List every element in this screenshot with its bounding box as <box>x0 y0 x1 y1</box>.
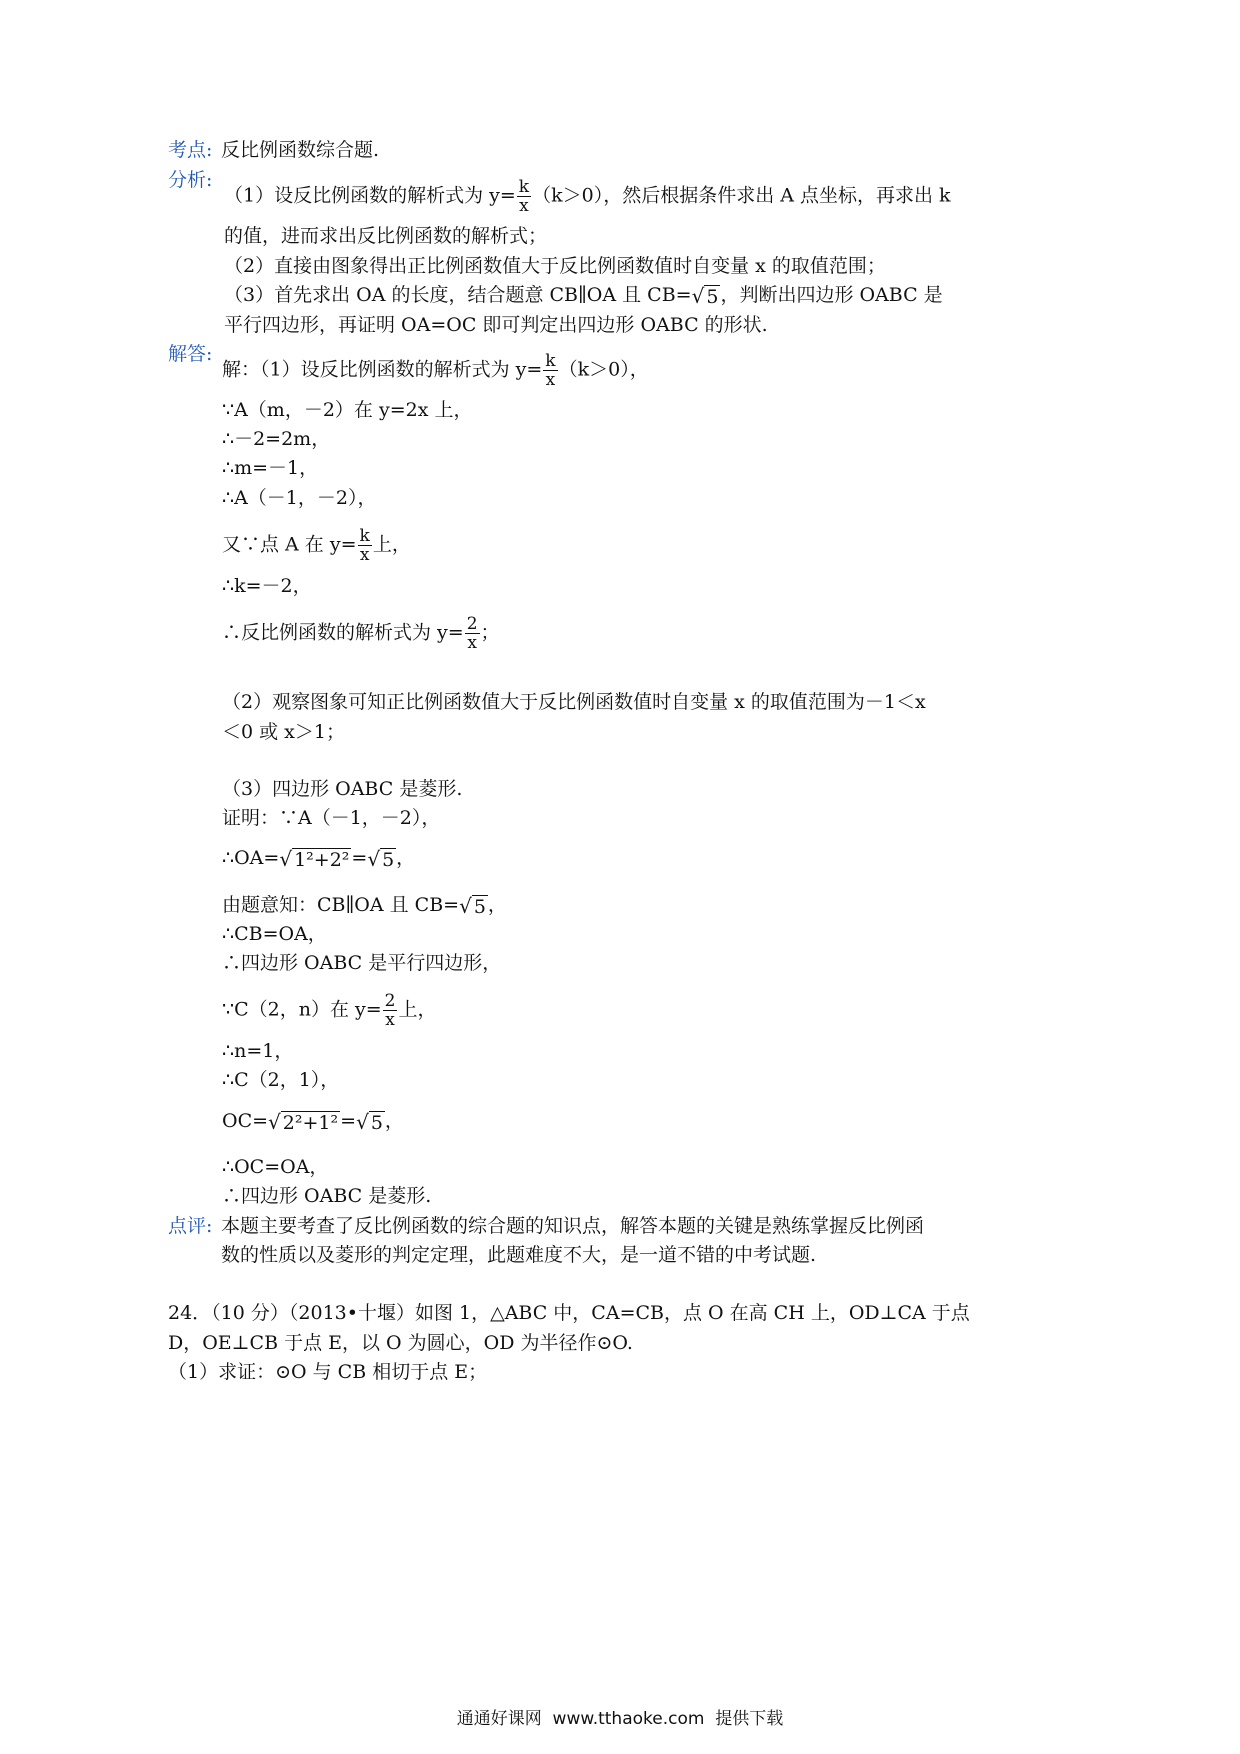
jieda-part3-line-11: ∴OC=OA， <box>222 1156 329 1178</box>
jieda-part3-line-8: ∴n=1， <box>222 1040 294 1062</box>
jieda-part3-line-10: OC=√ 2²+1² =√ 5 ， <box>222 1109 404 1134</box>
jieda-line-2: ∵A（m，－2）在 y=2x 上， <box>222 399 473 421</box>
jieda-line-7: ∴k=－2， <box>222 575 312 597</box>
fraction-k-x: $\frac{k}{x}$ <box>359 526 370 565</box>
sqrt-5: √ 5 <box>367 846 395 871</box>
jieda-part2-line-2: ＜0 或 x＞1； <box>222 721 345 743</box>
jieda-part3-line-4: 由题意知：CB∥OA 且 CB=√ 5 ， <box>222 893 507 918</box>
sqrt-5: √ 5 <box>691 283 719 308</box>
label-fenxi: 分析: <box>168 169 213 191</box>
fenxi-line-1-b: （k＞0），然后根据条件求出 A 点坐标，再求出 k <box>532 184 951 207</box>
label-jieda: 解答: <box>168 343 213 365</box>
jieda-part3-line-6: ∴四边形 OABC 是平行四边形， <box>222 952 502 974</box>
footer-download-note: 通通好课网 www.tthaoke.com 提供下载 <box>456 1709 784 1729</box>
jieda-line-3: ∴－2=2m， <box>222 428 331 450</box>
dianping-line-1: 本题主要考查了反比例函数的综合题的知识点，解答本题的关键是熟练掌握反比例函 <box>221 1215 925 1237</box>
fraction-2-x: $\frac{2}{x}$ <box>384 991 396 1030</box>
fenxi-line-2: 的值，进而求出反比例函数的解析式； <box>224 225 548 247</box>
kaodian-text: 反比例函数综合题. <box>221 139 380 161</box>
fenxi-line-4: （3）首先求出 OA 的长度，结合题意 CB∥OA 且 CB=√ 5 ，判断出四边形 OABC 是 <box>224 283 943 308</box>
sqrt-expression: √ 2²+1² <box>268 1109 339 1134</box>
fenxi-line-5: 平行四边形，再证明 OA=OC 即可判定出四边形 OABC 的形状. <box>224 314 768 336</box>
jieda-line-5: ∴A（－1，－2）， <box>222 487 377 509</box>
jieda-line-1: 解：（1）设反比例函数的解析式为 y= $\frac{k}{x}$ （k＞0）， <box>222 351 649 390</box>
jieda-part3-line-1: （3）四边形 OABC 是菱形. <box>222 778 463 800</box>
jieda-part3-line-2: 证明：∵A（－1，－2）， <box>222 807 441 829</box>
fraction-k-x: $\frac{k}{x}$ <box>545 351 556 390</box>
jieda-part2-line-1: （2）观察图象可知正比例函数值大于反比例函数值时自变量 x 的取值范围为－1＜x <box>222 691 926 713</box>
fraction-2-x: $\frac{2}{x}$ <box>466 614 478 653</box>
label-dianping: 点评: <box>168 1215 213 1237</box>
question-24-line-1: 24．（10 分）（2013•十堰）如图 1，△ABC 中，CA=CB，点 O 在高 CH 上，OD⊥CA 于点 <box>168 1302 970 1324</box>
jieda-line-8: ∴反比例函数的解析式为 y= $\frac{2}{x}$ ； <box>222 614 500 653</box>
fenxi-line-1-a: （1）设反比例函数的解析式为 y= <box>224 184 516 207</box>
sqrt-5: √ 5 <box>356 1109 383 1134</box>
jieda-part3-line-12: ∴四边形 OABC 是菱形. <box>222 1185 432 1207</box>
label-kaodian: 考点: <box>168 139 213 161</box>
jieda-line-4: ∴m=－1， <box>222 457 319 479</box>
sqrt-5: √ 5 <box>459 893 486 918</box>
question-24-line-3: （1）求证：⊙O 与 CB 相切于点 E； <box>168 1361 488 1383</box>
question-24-line-2: D，OE⊥CB 于点 E，以 O 为圆心，OD 为半径作⊙O. <box>168 1332 633 1354</box>
fenxi-line-1 <box>224 178 951 215</box>
jieda-part3-line-9: ∴C（2，1）， <box>222 1069 340 1091</box>
dianping-line-2: 数的性质以及菱形的判定定理，此题难度不大，是一道不错的中考试题. <box>221 1244 817 1266</box>
jieda-line-6: 又∵点 A 在 y= $\frac{k}{x}$ 上， <box>222 526 411 565</box>
sqrt-expression: √ 1²+2² <box>279 846 350 871</box>
jieda-part3-line-5: ∴CB=OA， <box>222 923 327 945</box>
jieda-part3-line-7: ∵C（2，n）在 y= $\frac{2}{x}$ 上， <box>222 991 437 1030</box>
fraction-k-x: $\frac{k}{x}$ <box>518 177 530 216</box>
fenxi-line-3: （2）直接由图象得出正比例函数值大于反比例函数值时自变量 x 的取值范围； <box>224 255 886 277</box>
jieda-part3-line-3: ∴OA=√ 1²+2² =√ 5 ， <box>222 846 416 871</box>
